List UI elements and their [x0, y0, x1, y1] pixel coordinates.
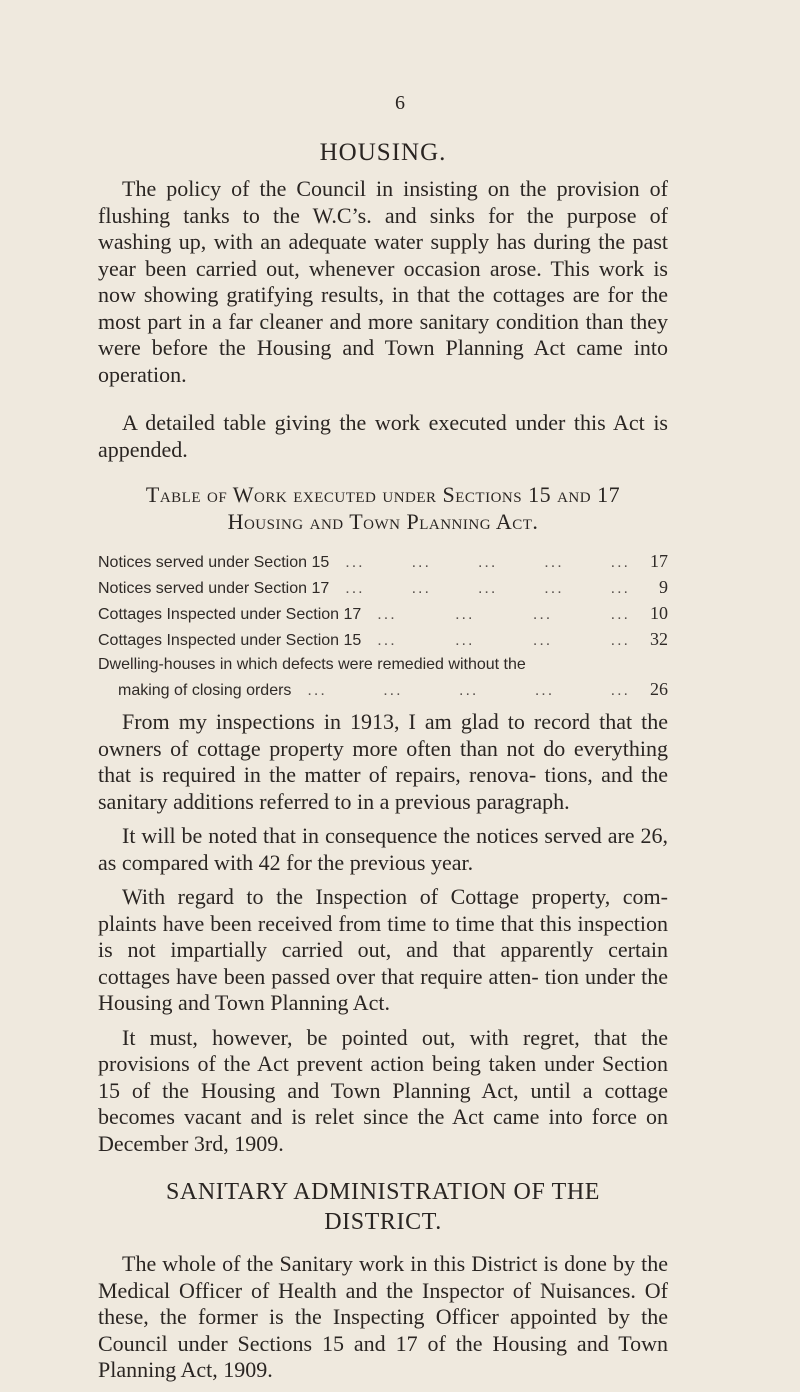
table-row-label: Notices served under Section 17 — [98, 580, 330, 597]
table-row — [98, 677, 668, 703]
leader-dots: ... ... ... ... ... — [307, 682, 630, 699]
work-table — [98, 549, 668, 703]
table-row-label: Cottages Inspected under Section 17 — [98, 606, 362, 623]
leader-dots: ... ... ... ... ... — [345, 580, 630, 597]
table-row-value: 26 — [650, 679, 668, 699]
table-row-label: Dwelling-houses in which defects were remedied without the — [98, 656, 526, 673]
table-title — [98, 481, 668, 535]
body-paragraph-6: It must, however, be pointed out, with regret, that the provisions of the Act prevent action being taken under Section 15 of the Housing and Town Planning Act, until a cottage becomes vacant and is relet since the Act came into force on December 3rd, 1909. — [98, 1024, 668, 1156]
table-row-value: 10 — [650, 603, 668, 623]
table-title-line-1: Table of Work executed under Sections 15 and 17 — [145, 482, 621, 507]
table-title-line-2: Housing and Town Planning Act. — [227, 509, 539, 534]
table-row — [98, 653, 668, 677]
housing-paragraph-2: A detailed table giving the work executed under this Act is appended. — [98, 410, 668, 462]
table-row-label: Cottages Inspected under Section 15 — [98, 632, 362, 649]
sanitary-heading — [98, 1177, 668, 1237]
sanitary-heading-line-2: DISTRICT. — [324, 1209, 442, 1235]
table-row-label-continued: making of closing orders — [118, 682, 292, 699]
body-section — [98, 709, 668, 1157]
table-row-value: 32 — [650, 629, 668, 649]
table-row-value: 17 — [650, 551, 668, 571]
table-row — [98, 549, 668, 575]
body-paragraph-5: With regard to the Inspection of Cottage property, com- plaints have been received from time to time that this inspection is not impartially carried out, and that apparently certain cottages have been passed over that require atten- tion under the Housing and Town Planning Act. — [98, 884, 668, 1015]
page-number: 6 — [395, 92, 405, 114]
housing-paragraph-1: The policy of the Council in insisting on the provision of flushing tanks to the W.C’s. and sinks for the purpose of washing up, with an adequate water supply has during the past year been carried out, whenever occasion arose. This work is now showing gratifying results, in that the cottages are for the most part in a far cleaner and more sanitary condition than they were before the Housing and Town Planning Act came into operation. — [98, 176, 668, 387]
table-row — [98, 575, 668, 601]
housing-section — [98, 176, 668, 463]
leader-dots: ... ... ... ... — [377, 632, 630, 649]
sanitary-paragraph: The whole of the Sanitary work in this District is done by the Medical Officer of Health and the Inspector of Nuisances. Of these, the former is the Inspecting Officer appointed by the Council under Sections 15 and 17 of the Housing and Town Planning Act, 1909. — [98, 1251, 668, 1382]
text-column — [98, 138, 668, 1392]
table-row-value: 9 — [659, 577, 668, 597]
body-paragraph-4: It will be noted that in consequence the notices served are 26, as compared with 42 for the previous year. — [98, 823, 668, 875]
housing-heading: HOUSING. — [319, 139, 447, 166]
leader-dots: ... ... ... ... ... — [345, 554, 630, 571]
leader-dots: ... ... ... ... — [377, 606, 630, 623]
table-row — [98, 627, 668, 653]
body-paragraph-3: From my inspections in 1913, I am glad to record that the owners of cottage property more often than not do everything that is required in the matter of repairs, renova- tions, and the sanitary additions referred to in a previous paragraph. — [98, 709, 668, 814]
sanitary-heading-line-1: SANITARY ADMINISTRATION OF THE — [165, 1179, 601, 1205]
table-row — [98, 601, 668, 627]
table-row-label: Notices served under Section 15 — [98, 554, 330, 571]
